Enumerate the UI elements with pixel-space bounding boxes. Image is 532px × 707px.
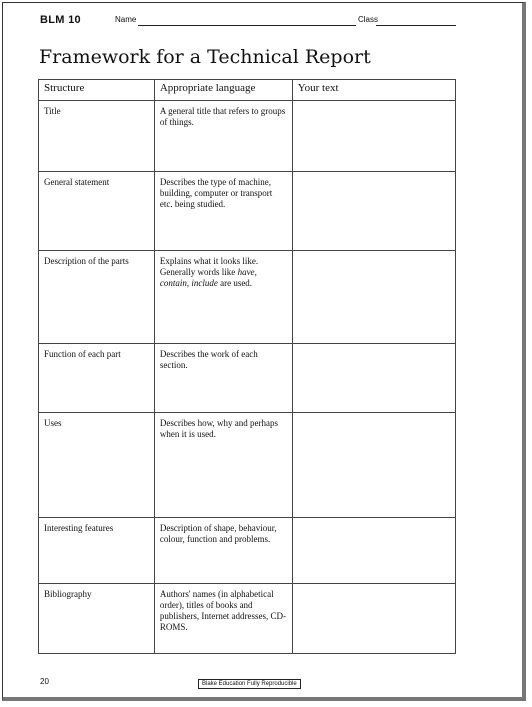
- your-text-cell[interactable]: [292, 413, 455, 518]
- name-label: Name: [115, 15, 137, 24]
- your-text-cell[interactable]: [292, 101, 455, 172]
- structure-cell: General statement: [39, 172, 155, 251]
- language-text: are used.: [217, 278, 253, 288]
- table-row: [39, 518, 456, 584]
- structure-cell: Uses: [39, 413, 155, 518]
- name-line: [138, 25, 356, 26]
- blm-code: BLM 10: [40, 14, 81, 26]
- language-text: Explains what it looks like. Generally words like: [159, 256, 259, 277]
- table-row: [39, 101, 456, 172]
- table-row: [39, 584, 456, 654]
- framework-table: [38, 79, 456, 654]
- emphasis-word: contain: [159, 278, 187, 288]
- your-text-cell[interactable]: [292, 518, 455, 584]
- your-text-cell[interactable]: [292, 584, 455, 654]
- language-cell: A general title that refers to groups of things.: [154, 101, 292, 172]
- language-text: ,: [254, 267, 257, 277]
- class-line: [376, 25, 456, 26]
- structure-cell: Title: [39, 101, 155, 172]
- worksheet-header: [40, 14, 460, 30]
- your-text-cell[interactable]: [292, 172, 455, 251]
- structure-cell: Bibliography: [39, 584, 155, 654]
- language-cell: Describes the type of machine, building, computer or transport etc. being studied.: [154, 172, 292, 251]
- page-title: Framework for a Technical Report: [39, 46, 371, 68]
- language-cell: Description of shape, behaviour, colour, function and problems.: [154, 518, 292, 584]
- language-cell: Describes how, why and perhaps when it is used.: [154, 413, 292, 518]
- column-header-your-text: Your text: [292, 80, 455, 101]
- structure-cell: Interesting features: [39, 518, 155, 584]
- emphasis-word: have: [237, 267, 255, 277]
- structure-cell: Function of each part: [39, 344, 155, 413]
- structure-cell: Description of the parts: [39, 251, 155, 344]
- table-row: [39, 251, 456, 344]
- emphasis-word: include: [191, 278, 218, 288]
- language-cell: Authors' names (in alphabetical order), titles of books and publishers, Internet addresses, CD-ROMS.: [154, 584, 292, 654]
- column-header-language: Appropriate language: [154, 80, 292, 101]
- table-row: [39, 413, 456, 518]
- your-text-cell[interactable]: [292, 251, 455, 344]
- language-cell: [154, 251, 292, 344]
- table-row: [39, 344, 456, 413]
- class-label: Class: [358, 15, 379, 24]
- column-header-structure: Structure: [39, 80, 155, 101]
- language-text: ,: [186, 278, 192, 288]
- copyright-badge: Blake Education Fully Reproducible: [198, 679, 301, 689]
- table-row: [39, 172, 456, 251]
- table-header-row: [39, 80, 456, 101]
- language-cell: Describes the work of each section.: [154, 344, 292, 413]
- page-number: 20: [40, 677, 49, 686]
- your-text-cell[interactable]: [292, 344, 455, 413]
